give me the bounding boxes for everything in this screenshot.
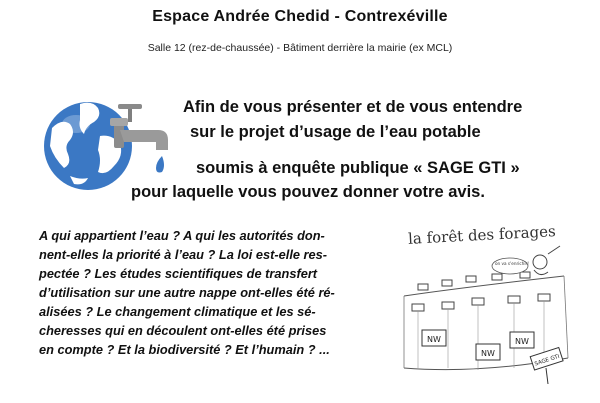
intro-line-1: Afin de vous présenter et de vous entendre [183,98,523,116]
speech-bubble-text: on va s'enrichir! [495,261,529,266]
nw-box-label: NW [481,349,495,358]
sign-label: SAGE GTI [533,353,561,368]
nw-box-label: NW [427,335,441,344]
venue-title: Espace Andrée Chedid - Contrexéville [152,8,448,25]
intro-line-3: soumis à enquête publique « SAGE GTI » [196,159,520,177]
venue-address: Salle 12 (rez-de-chaussée) - Bâtiment derrière la mairie (ex MCL) [147,42,453,54]
nw-box-label: NW [515,337,529,346]
globe-faucet-icon [40,88,190,198]
questions-paragraph: A qui appartient l’eau ? A qui les autorités don- nent-elles la priorité à l’eau ? La loi est-elle res- pectée ? Les études scientifiques de transfert d’utilisation sur une autre nappe ont-elles été ré- alisées ? Le changement climatique et les sé- cheresses qui en découlent ont-elles été prises en compte ? Et la biodiversité ? Et l’humain ? ... [39,228,335,357]
sketch-title: la forêt des forages [407,222,557,248]
intro-line-4: pour laquelle vous pouvez donner votre avis. [131,183,485,201]
intro-line-2: sur le projet d’usage de l’eau potable [190,123,481,141]
